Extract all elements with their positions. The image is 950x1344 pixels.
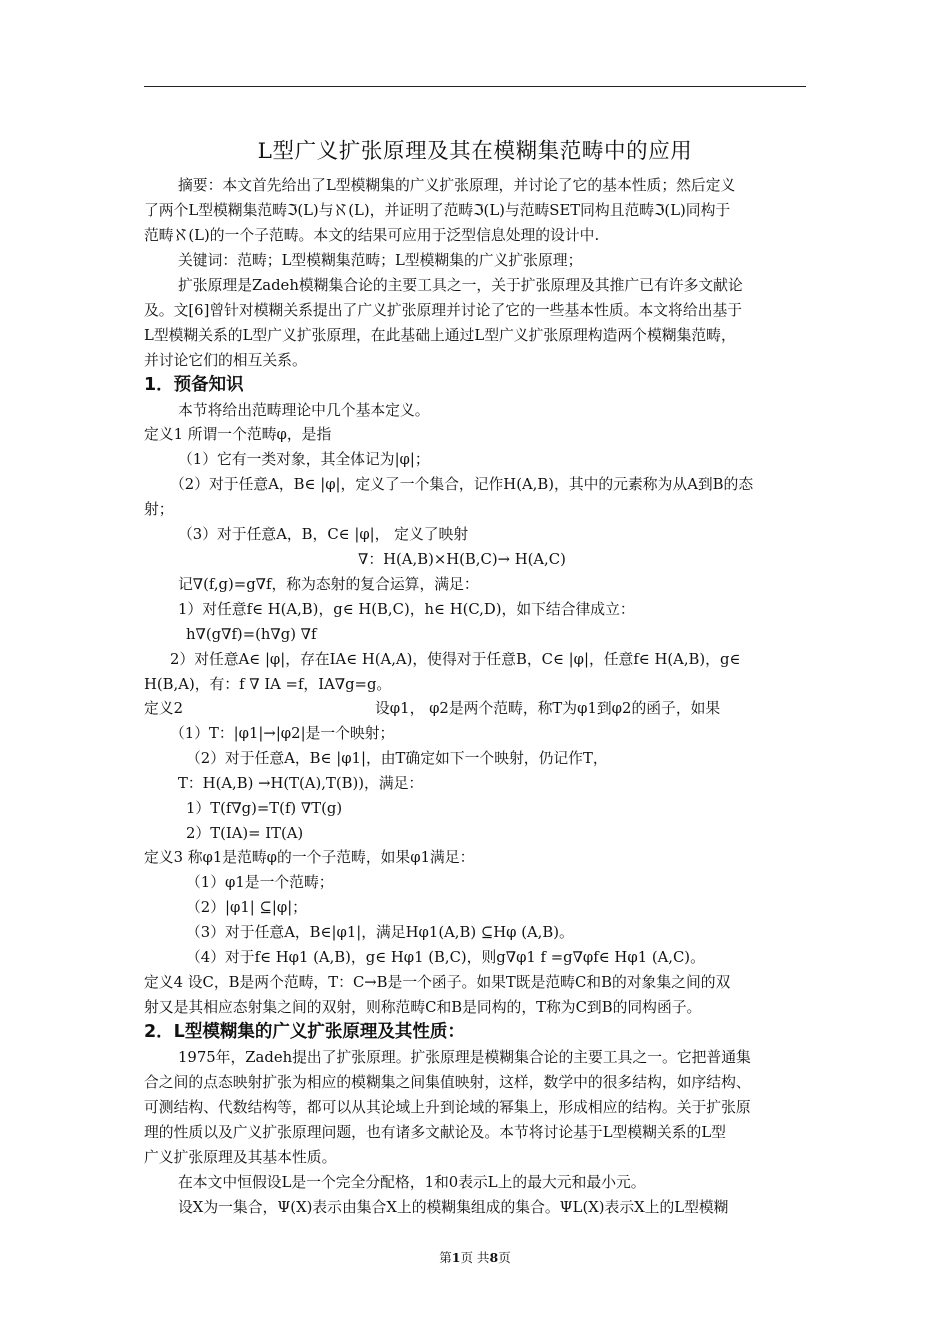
associativity-line: 1）对任意f∈ H(A,B)，g∈ H(B,C)，h∈ H(C,D)，如下结合律成立：	[178, 601, 635, 618]
definition-2-item-2: （2）对于任意A，B∈ |φ1|，由T确定如下一个映射，仍记作T，	[186, 750, 608, 767]
footer-mid: 页 共	[460, 1250, 490, 1265]
definition-2-item-1: （1）T：|φ1|→|φ2|是一个映射；	[170, 725, 395, 742]
associativity-formula: h∇(g∇f)=(h∇g) ∇f	[186, 626, 317, 643]
paper-title: L型广义扩张原理及其在模糊集范畴中的应用	[257, 139, 693, 164]
footer-prefix: 第	[439, 1250, 452, 1265]
definition-1-item-3: （3）对于任意A，B，C∈ |φ|， 定义了映射	[178, 526, 469, 543]
intro-line-3: L型模糊关系的L型广义扩张原理，在此基础上通过L型广义扩张原理构造两个模糊集范畴，	[144, 327, 736, 344]
abstract-line-3: 范畴ℵ(L)的一个子范畴。本文的结果可应用于泛型信息处理的设计中.	[144, 227, 600, 244]
definition-4-line-1: 定义4 设C，B是两个范畴，T：C→B是一个函子。如果T既是范畴C和B的对象集之间的双	[144, 974, 731, 991]
definition-2-text: 设φ1， φ2是两个范畴，称T为φ1到φ2的函子，如果	[375, 700, 721, 717]
section2-notation: 设X为一集合，Ψ(X)表示由集合X上的模糊集组成的集合。ΨL(X)表示X上的L型模糊	[178, 1199, 729, 1216]
definition-3-item-2: （2）|φ1| ⊆|φ|；	[186, 899, 307, 916]
definition-3-item-4: （4）对于f∈ Hφ1 (A,B)，g∈ Hφ1 (B,C)，则g∇φ1 f =g∇φf∈ Hφ1 (A,C)。	[186, 949, 705, 966]
section2-line-1: 1975年，Zadeh提出了扩张原理。扩张原理是模糊集合论的主要工具之一。它把普通集	[178, 1049, 751, 1066]
functor-property-1: 1）T(f∇g)=T(f) ∇T(g)	[186, 800, 343, 817]
functor-property-2: 2）T(IA)= IT(A)	[186, 825, 304, 842]
intro-line-1: 扩张原理是Zadeh模糊集合论的主要工具之一，关于扩张原理及其推广已有许多文献论	[178, 277, 743, 294]
header-rule	[144, 86, 806, 87]
definition-3-title: 定义3 称φ1是范畴φ的一个子范畴，如果φ1满足：	[144, 849, 475, 866]
identity-line-2: H(B,A)，有：f ∇ IA =f，IA∇g=g。	[144, 676, 392, 693]
section2-line-2: 合之间的点态映射扩张为相应的模糊集之间集值映射，这样，数学中的很多结构，如序结构、	[144, 1074, 751, 1091]
footer-total-pages: 8	[489, 1250, 499, 1265]
definition-1-item-1: （1）它有一类对象，其全体记为|φ|；	[178, 451, 430, 468]
definition-1-item-2-cont: 射；	[144, 501, 174, 518]
section-heading-1: 1．预备知识	[144, 375, 244, 395]
definition-3-item-1: （1）φ1是一个范畴；	[186, 874, 334, 891]
composition-note: 记∇(f,g)=g∇f，称为态射的复合运算，满足：	[178, 576, 479, 593]
page-footer	[0, 1248, 950, 1266]
section2-assumption: 在本文中恒假设L是一个完全分配格，1和0表示L上的最大元和最小元。	[178, 1174, 646, 1191]
definition-1-title: 定义1 所谓一个范畴φ，是指	[144, 426, 332, 443]
footer-page-number: 1	[451, 1250, 461, 1265]
section2-line-5: 广义扩张原理及其基本性质。	[144, 1149, 337, 1166]
identity-line-1: 2）对任意A∈ |φ|，存在IA∈ H(A,A)，使得对于任意B，C∈ |φ|，任意f∈ H(A,B)，g∈	[170, 651, 741, 668]
intro-line-4: 并讨论它们的相互关系。	[144, 352, 307, 369]
footer-suffix: 页	[498, 1250, 511, 1265]
section2-line-4: 理的性质以及广义扩张原理问题，也有诸多文献论及。本节将讨论基于L型模糊关系的L型	[144, 1124, 726, 1141]
composition-formula: ∇：H(A,B)×H(B,C)→ H(A,C)	[358, 551, 566, 568]
definition-1-item-2: （2）对于任意A，B∈ |φ|，定义了一个集合，记作H(A,B)，其中的元素称为从A到B的态	[170, 476, 754, 493]
abstract-line-2: 了两个L型模糊集范畴ℑ(L)与ℵ(L)，并证明了范畴ℑ(L)与范畴SET同构且范畴ℑ(L)同构于	[144, 202, 731, 219]
definition-4-line-2: 射又是其相应态射集之间的双射，则称范畴C和B是同构的，T称为C到B的同构函子。	[144, 999, 702, 1016]
section1-intro: 本节将给出范畴理论中几个基本定义。	[178, 402, 430, 419]
keywords-line: 关键词：范畴；L型模糊集范畴；L型模糊集的广义扩张原理；	[178, 252, 583, 269]
section-heading-2: 2．L型模糊集的广义扩张原理及其性质：	[144, 1022, 465, 1042]
functor-mapping: T：H(A,B) →H(T(A),T(B))，满足：	[178, 775, 424, 792]
abstract-line-1: 摘要：本文首先给出了L型模糊集的广义扩张原理，并讨论了它的基本性质；然后定义	[178, 177, 736, 194]
definition-3-item-3: （3）对于任意A，B∈|φ1|，满足Hφ1(A,B) ⊆Hφ (A,B)。	[186, 924, 574, 941]
definition-2-title: 定义2	[144, 700, 184, 717]
intro-line-2: 及。文[6]曾针对模糊关系提出了广义扩张原理并讨论了它的一些基本性质。本文将给出基于	[144, 302, 743, 319]
section2-line-3: 可测结构、代数结构等，都可以从其论域上升到论域的幂集上，形成相应的结构。关于扩张原	[144, 1099, 751, 1116]
